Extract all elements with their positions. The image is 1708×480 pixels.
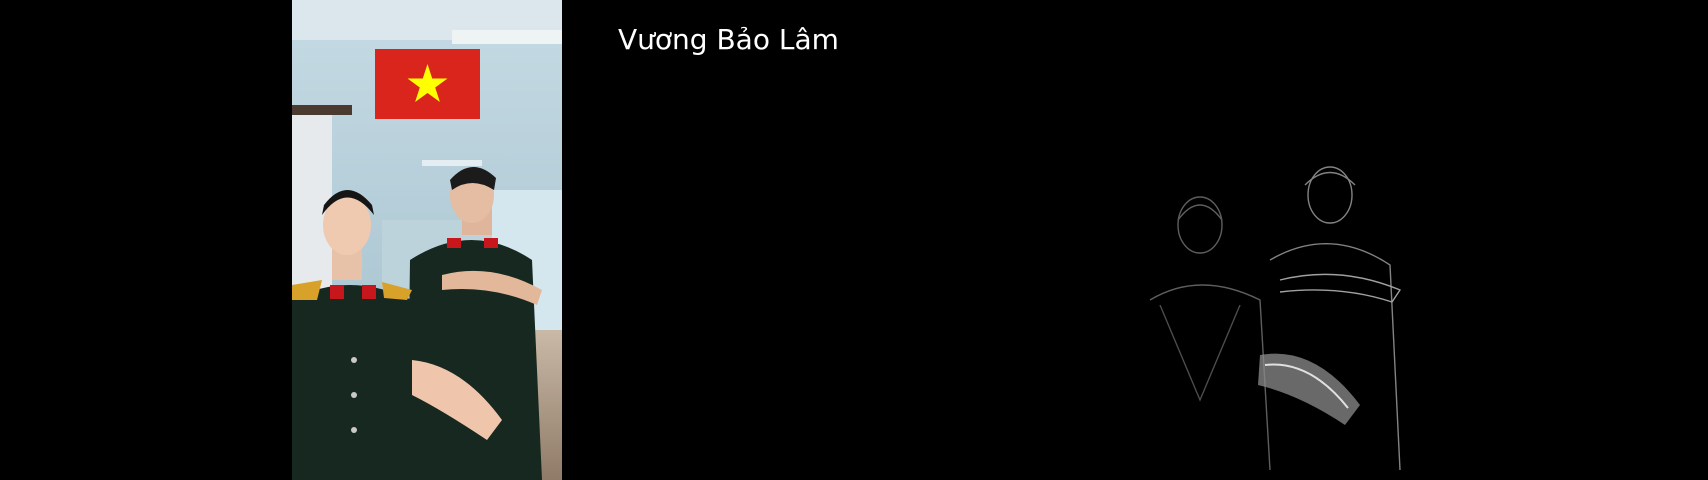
- edge-man-hair: [1305, 173, 1355, 186]
- collar-tab: [330, 285, 344, 299]
- collar-tab: [447, 238, 461, 248]
- edge-man-head: [1308, 167, 1352, 223]
- woman-uniform: [292, 285, 422, 480]
- edge-woman-lapels: [1160, 305, 1240, 400]
- uniform-button: [351, 357, 357, 363]
- uniform-button: [351, 427, 357, 433]
- uniform-button: [351, 392, 357, 398]
- edge-detection-view: [1130, 140, 1430, 480]
- collar-tab: [362, 285, 376, 299]
- ceiling-light: [452, 30, 562, 44]
- edge-man-arms: [1280, 274, 1400, 302]
- wall-trim: [292, 105, 352, 115]
- person-name-caption: Vương Bảo Lâm: [618, 23, 839, 56]
- collar-tab: [484, 238, 498, 248]
- vietnam-flag-icon: [375, 49, 480, 119]
- ceiling-light: [422, 160, 482, 166]
- edge-woman-hair: [1178, 205, 1222, 220]
